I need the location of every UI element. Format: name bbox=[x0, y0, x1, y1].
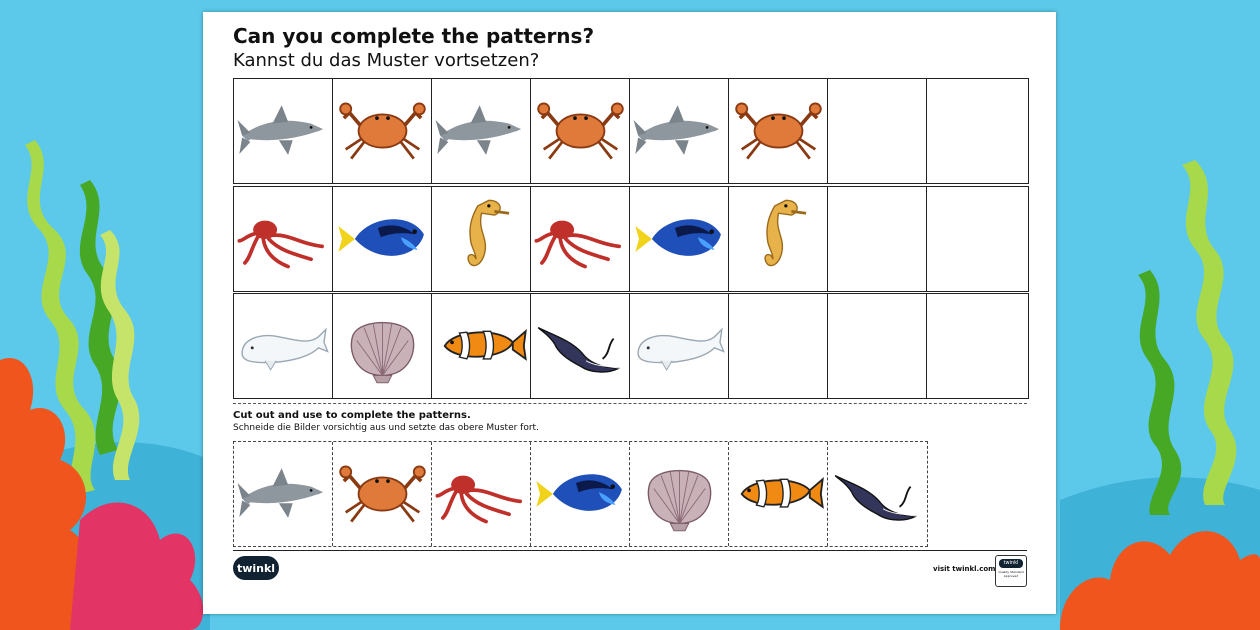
crab-icon bbox=[335, 85, 430, 177]
pattern-cell bbox=[234, 294, 333, 398]
footer-link[interactable]: visit twinkl.com bbox=[933, 565, 996, 573]
pattern-row-1 bbox=[233, 78, 1029, 184]
instructions-en: Cut out and use to complete the patterns. bbox=[233, 410, 471, 421]
shark-icon bbox=[434, 85, 529, 177]
cutout-card[interactable] bbox=[828, 442, 927, 546]
empty-cell[interactable] bbox=[927, 294, 1026, 398]
pattern-cell bbox=[234, 79, 333, 183]
crab-icon bbox=[731, 85, 826, 177]
footer-divider bbox=[233, 550, 1027, 551]
beluga-icon bbox=[236, 300, 331, 392]
pattern-row-2 bbox=[233, 186, 1029, 292]
blue-tang-icon bbox=[632, 193, 727, 285]
instructions-de: Schneide die Bilder vorsichtig aus und setzte das obere Muster fort. bbox=[233, 423, 539, 433]
empty-cell[interactable] bbox=[828, 187, 927, 291]
shark-icon bbox=[632, 85, 727, 177]
blue-tang-icon bbox=[533, 448, 628, 540]
badge-text: Quality Standard Approved bbox=[998, 570, 1024, 578]
pattern-cell bbox=[432, 187, 531, 291]
scallop-icon bbox=[632, 448, 727, 540]
pattern-cell bbox=[432, 79, 531, 183]
cutout-card[interactable] bbox=[234, 442, 333, 546]
cut-line bbox=[233, 403, 1027, 404]
quality-badge bbox=[995, 555, 1027, 587]
cutout-card[interactable] bbox=[729, 442, 828, 546]
pattern-cell bbox=[729, 187, 828, 291]
clownfish-icon bbox=[434, 300, 529, 392]
scallop-icon bbox=[335, 300, 430, 392]
pattern-cell bbox=[729, 79, 828, 183]
clownfish-icon bbox=[731, 448, 826, 540]
pattern-cell bbox=[333, 79, 432, 183]
seahorse-icon bbox=[434, 193, 529, 285]
pattern-cell bbox=[234, 187, 333, 291]
shark-icon bbox=[236, 85, 331, 177]
pattern-cell bbox=[531, 187, 630, 291]
cutout-card[interactable] bbox=[630, 442, 729, 546]
cutout-card[interactable] bbox=[333, 442, 432, 546]
page-title: Can you complete the patterns? bbox=[233, 24, 595, 48]
shark-icon bbox=[236, 448, 331, 540]
empty-cell[interactable] bbox=[828, 294, 927, 398]
seahorse-icon bbox=[731, 193, 826, 285]
pattern-cell bbox=[333, 187, 432, 291]
empty-cell[interactable] bbox=[927, 79, 1026, 183]
pattern-cell bbox=[531, 294, 630, 398]
pattern-row-3 bbox=[233, 293, 1029, 399]
empty-cell[interactable] bbox=[927, 187, 1026, 291]
pattern-cell bbox=[630, 294, 729, 398]
crab-icon bbox=[533, 85, 628, 177]
pattern-cell bbox=[432, 294, 531, 398]
octopus-icon bbox=[434, 448, 529, 540]
empty-cell[interactable] bbox=[729, 294, 828, 398]
pattern-cell bbox=[630, 187, 729, 291]
twinkl-logo[interactable]: twinkl bbox=[233, 556, 279, 580]
octopus-icon bbox=[236, 193, 331, 285]
crab-icon bbox=[335, 448, 430, 540]
page-subtitle: Kannst du das Muster vortsetzen? bbox=[233, 50, 540, 71]
cutout-row bbox=[233, 441, 928, 547]
stingray-icon bbox=[533, 300, 628, 392]
pattern-cell bbox=[531, 79, 630, 183]
octopus-icon bbox=[533, 193, 628, 285]
cutout-card[interactable] bbox=[531, 442, 630, 546]
cutout-card[interactable] bbox=[432, 442, 531, 546]
beluga-icon bbox=[632, 300, 727, 392]
stingray-icon bbox=[830, 448, 925, 540]
pattern-cell bbox=[630, 79, 729, 183]
pattern-cell bbox=[333, 294, 432, 398]
empty-cell[interactable] bbox=[828, 79, 927, 183]
blue-tang-icon bbox=[335, 193, 430, 285]
badge-title: twinkl bbox=[999, 559, 1023, 568]
worksheet bbox=[203, 12, 1056, 614]
